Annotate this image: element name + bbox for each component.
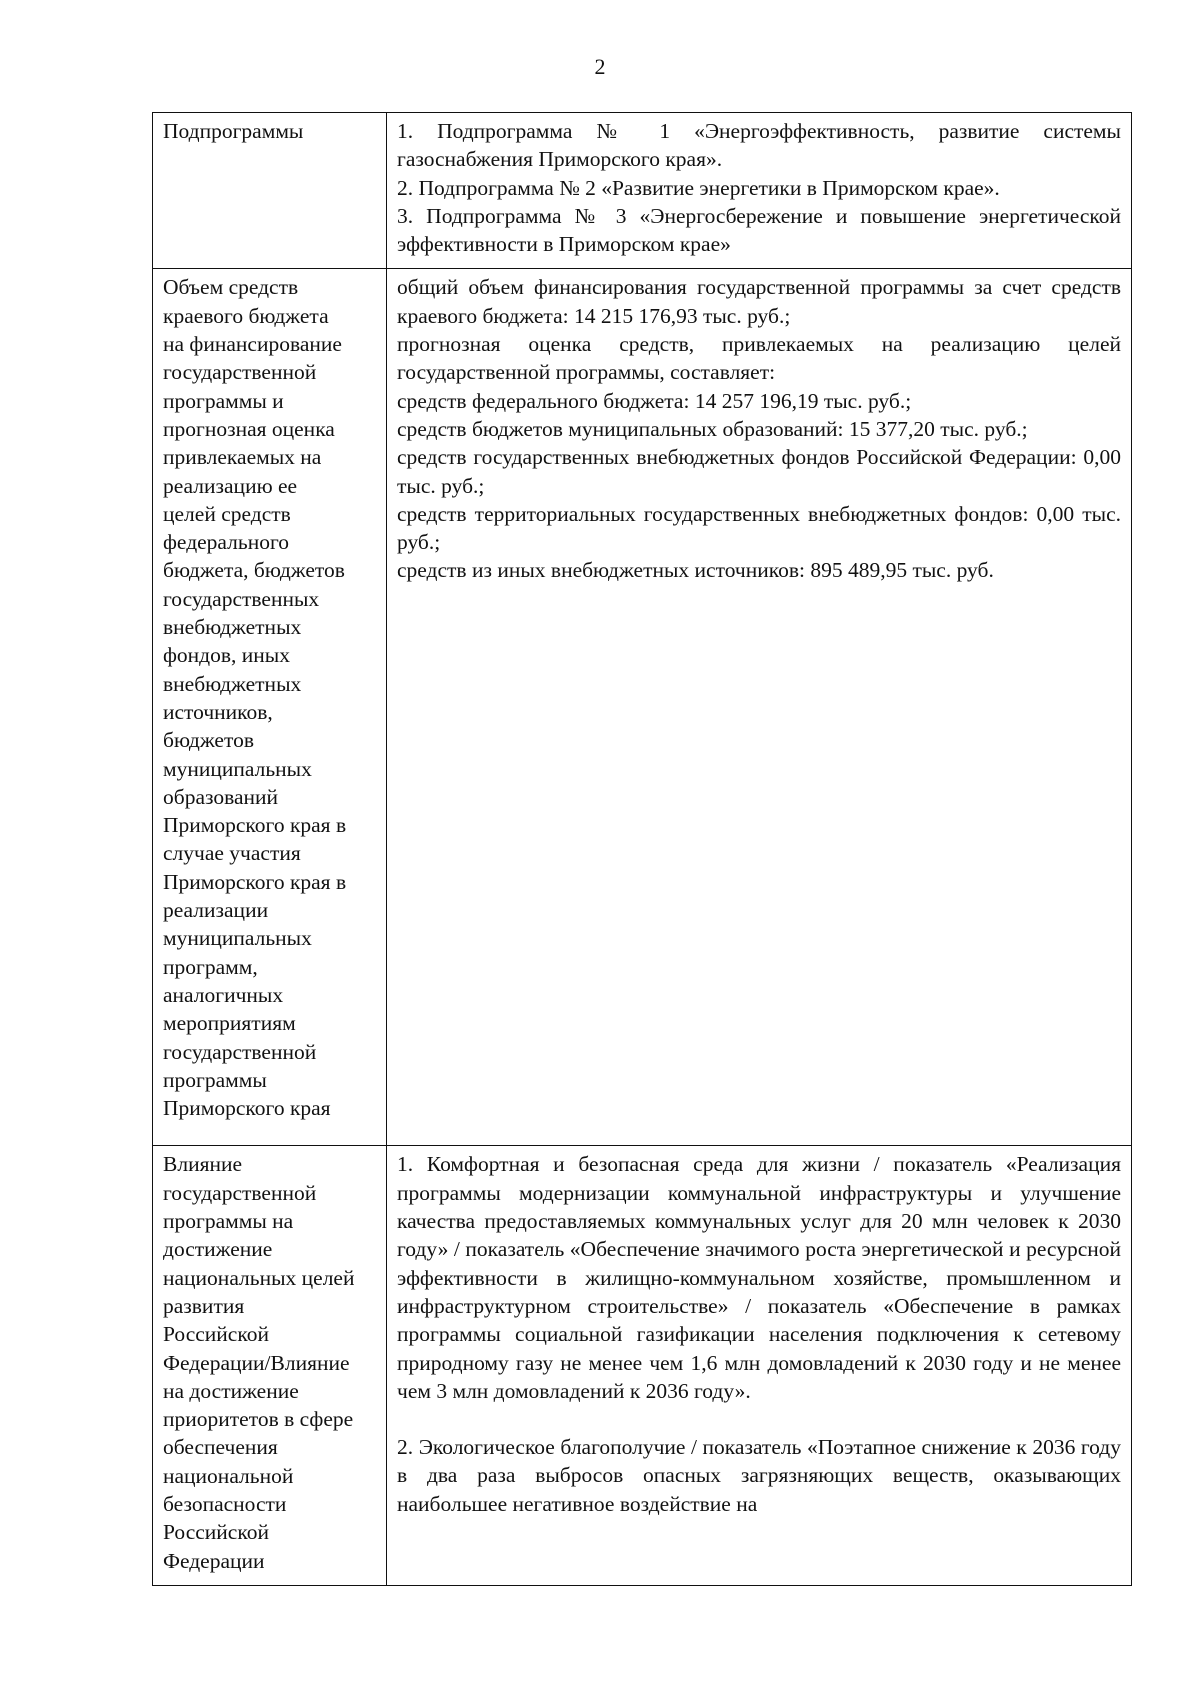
budget-label-line: программ, xyxy=(163,954,258,979)
budget-label-line: Приморского края xyxy=(163,1096,331,1121)
budget-label xyxy=(153,269,387,1146)
impact-paragraph-ecology: 2. Экологическое благополучие / показатель «Поэтапное снижение к 2036 году в два раза выбросов опасных загрязняющих веществ, оказывающих наибольшее негативное воздействие на xyxy=(397,1435,1121,1516)
impact-paragraph-comfortable-environment: 1. Комфортная и безопасная среда для жизни / показатель «Реализация программы модернизации коммунальной инфраструктуры и улучшение качества предоставляемых коммунальных услуг для 20 млн человек к 2030 году» / показатель «Обеспечение значимого роста энергетической и ресурсной эффективности в жилищно-коммунальном хозяйстве, промышленном и инфраструктурном строительстве» / показатель «Обеспечение в рамках программы социальной газификации населения подключения к сетевому природному газу не менее чем 1,6 млн домовладений к 2030 году и не менее чем 3 млн домовладений к 2036 году». xyxy=(397,1152,1121,1403)
paragraph-spacer xyxy=(397,1405,1121,1433)
budget-label-line: программы xyxy=(163,1067,267,1092)
budget-label-line: муниципальных xyxy=(163,926,312,951)
budget-label-line: бюджетов xyxy=(163,728,254,753)
subprograms-label-text: Подпрограммы xyxy=(163,119,304,143)
budget-label-line: фондов, иных xyxy=(163,643,290,668)
budget-value xyxy=(387,269,1132,1146)
budget-label-line: привлекаемых на xyxy=(163,445,322,470)
budget-label-line: Объем средств xyxy=(163,275,299,300)
impact-label-line: государственной xyxy=(163,1180,317,1205)
budget-label-line: целей средств xyxy=(163,501,291,526)
program-passport-table xyxy=(152,112,1132,1586)
budget-label-line: Приморского края в xyxy=(163,869,347,894)
budget-label-line: реализацию ее xyxy=(163,473,298,498)
subprograms-value xyxy=(387,113,1132,269)
budget-label-line: аналогичных xyxy=(163,982,284,1007)
budget-label-line: реализации xyxy=(163,898,269,923)
budget-item-forecast: прогнозная оценка средств, привлекаемых на реализацию целей государственной программы, составляет: xyxy=(397,332,1121,385)
budget-item-territorial-funds: средств территориальных государственных внебюджетных фондов: 0,00 тыс. руб.; xyxy=(397,501,1121,555)
impact-label xyxy=(153,1146,387,1585)
impact-label-line: национальных целей xyxy=(163,1265,355,1290)
table-row-subprograms xyxy=(153,113,1132,269)
impact-label-line: Федерации xyxy=(163,1548,265,1573)
budget-label-line: Приморского края в xyxy=(163,813,347,838)
budget-label-line: государственной xyxy=(163,1039,317,1064)
budget-label-line: источников, xyxy=(163,699,273,724)
budget-label-line: федерального xyxy=(163,530,289,555)
subprogram-item-1: 1. Подпрограмма № 1 «Энергоэффективность, развитие системы газоснабжения Приморского края». xyxy=(397,119,1121,172)
budget-item-regional: общий объем финансирования государственной программы за счет средств краевого бюджета: 14 215 176,93 тыс. руб.; xyxy=(397,275,1121,328)
impact-label-line: обеспечения xyxy=(163,1435,278,1460)
impact-label-line: Российской xyxy=(163,1520,269,1545)
impact-label-line: приоритетов в сфере xyxy=(163,1407,354,1432)
budget-label-line: краевого бюджета xyxy=(163,303,329,328)
table-row-budget xyxy=(153,269,1132,1146)
impact-label-line: Влияние xyxy=(163,1152,243,1177)
budget-label-line: мероприятиям xyxy=(163,1011,296,1036)
budget-label-line: прогнозная оценка xyxy=(163,416,335,441)
budget-label-line: государственной xyxy=(163,360,317,385)
impact-label-line: безопасности xyxy=(163,1492,287,1517)
page-number: 2 xyxy=(594,54,606,79)
budget-label-line: на финансирование xyxy=(163,332,342,357)
budget-item-other-sources: средств из иных внебюджетных источников: 895 489,95 тыс. руб. xyxy=(397,558,994,583)
budget-label-line: муниципальных xyxy=(163,756,312,781)
budget-label-line: программы и xyxy=(163,388,284,413)
budget-item-municipal: средств бюджетов муниципальных образований: 15 377,20 тыс. руб.; xyxy=(397,416,1028,441)
impact-label-line: Федерации/Влияние xyxy=(163,1350,350,1375)
impact-value xyxy=(387,1146,1132,1585)
budget-label-line: образований xyxy=(163,784,279,809)
impact-label-line: на достижение xyxy=(163,1378,299,1403)
budget-label-line: бюджета, бюджетов xyxy=(163,558,345,583)
impact-label-line: программы на xyxy=(163,1209,294,1234)
impact-label-line: национальной xyxy=(163,1463,294,1488)
table-row-impact xyxy=(153,1146,1132,1585)
impact-label-line: развития xyxy=(163,1293,245,1318)
budget-label-line: внебюджетных xyxy=(163,615,302,640)
impact-label-line: Российской xyxy=(163,1322,269,1347)
subprogram-item-2: 2. Подпрограмма № 2 «Развитие энергетики в Приморском крае». xyxy=(397,175,1000,200)
impact-label-line: достижение xyxy=(163,1237,273,1262)
budget-label-line: внебюджетных xyxy=(163,671,302,696)
subprograms-label xyxy=(153,113,387,269)
budget-label-line: государственных xyxy=(163,586,320,611)
subprogram-item-3: 3. Подпрограмма № 3 «Энергосбережение и повышение энергетической эффективности в Приморском крае» xyxy=(397,203,1121,257)
budget-label-line: случае участия xyxy=(163,841,301,866)
budget-item-state-funds: средств государственных внебюджетных фондов Российской Федерации: 0,00 тыс. руб.; xyxy=(397,445,1121,498)
budget-item-federal: средств федерального бюджета: 14 257 196,19 тыс. руб.; xyxy=(397,388,912,413)
